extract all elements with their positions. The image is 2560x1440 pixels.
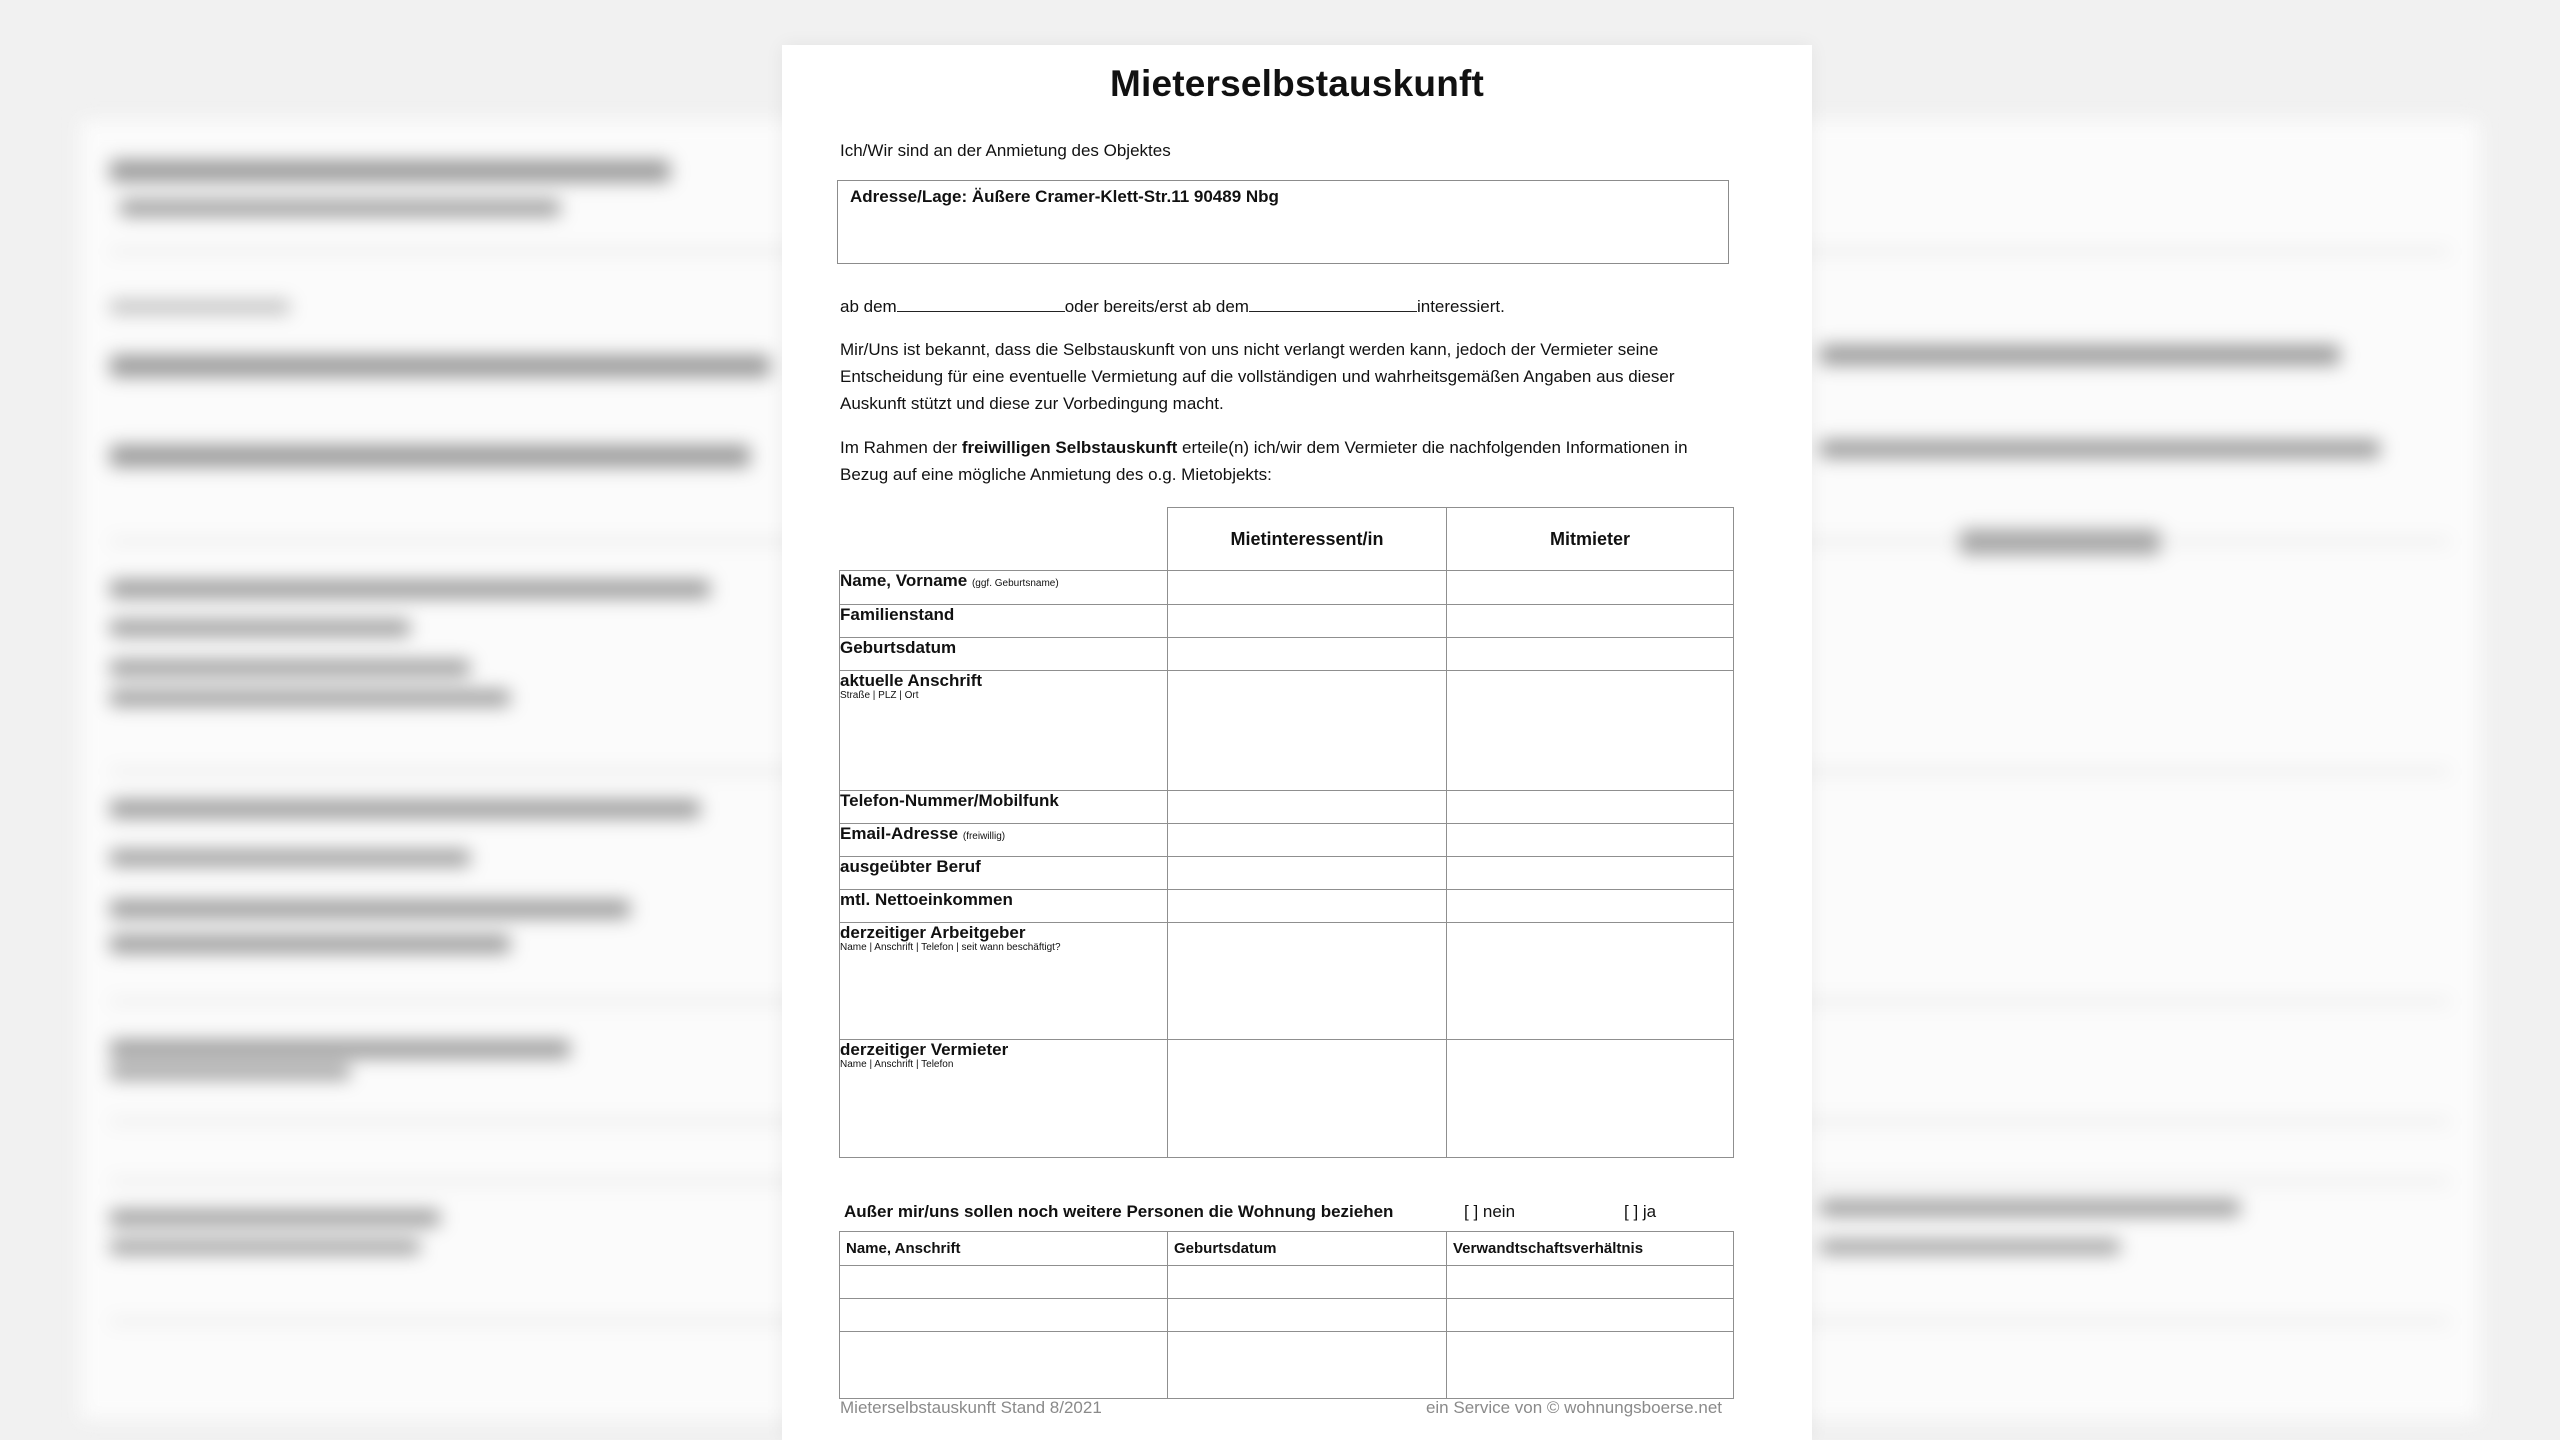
input-cell[interactable] [1168,671,1447,791]
address-box [837,180,1729,264]
applicant-table [839,507,1734,1158]
date-line-part2: oder bereits/erst ab dem [1064,297,1249,316]
input-cell[interactable] [1168,605,1447,638]
input-cell[interactable] [1447,1299,1734,1332]
input-cell[interactable] [840,1266,1168,1299]
row-label-phone: Telefon-Nummer/Mobilfunk [840,791,1168,824]
document-page [782,45,1812,1440]
option-yes-checkbox[interactable]: [ ] ja [1624,1202,1657,1221]
table-row [840,605,1734,638]
input-cell[interactable] [1447,1040,1734,1158]
table-row [840,923,1734,1040]
additional-persons-table [839,1231,1734,1399]
table-row [840,1299,1734,1332]
input-cell[interactable] [1168,890,1447,923]
input-cell[interactable] [1447,605,1734,638]
input-cell[interactable] [1447,791,1734,824]
table-row [840,638,1734,671]
info-paragraph [840,434,1720,488]
table-row [840,571,1734,605]
input-cell[interactable] [1447,824,1734,857]
input-cell[interactable] [1168,791,1447,824]
input-cell[interactable] [1447,857,1734,890]
input-cell[interactable] [1447,923,1734,1040]
row-label-birthdate: Geburtsdatum [840,638,1168,671]
input-cell[interactable] [1447,1332,1734,1399]
input-cell[interactable] [1168,824,1447,857]
column-header-cotenant: Mitmieter [1447,508,1734,571]
disclaimer-paragraph: Mir/Uns ist bekannt, dass die Selbstauskunft von uns nicht verlangt werden kann, jedoch der Vermieter seine Entscheidung für eine eventuelle Vermietung auf die vollständigen und wahrheitsgemäßen Angaben aus dieser Auskunft stützt und diese zur Vorbedingung macht. [840,340,1675,413]
footer-right: ein Service von © wohnungsboerse.net [1425,1398,1722,1417]
info-bold: freiwilligen Selbstauskunft [961,438,1178,457]
input-cell[interactable] [1168,857,1447,890]
input-cell[interactable] [1447,571,1734,605]
date-line-part3: interessiert. [1416,297,1505,316]
additional-persons-question [844,1202,1724,1222]
row-label-name: Name, Vorname (ggf. Geburtsname) [840,571,1168,605]
table-row [840,1332,1734,1399]
input-cell[interactable] [1447,671,1734,791]
intro-text: Ich/Wir sind an der Anmietung des Objektes [840,141,1171,160]
table-corner [840,508,1168,571]
column-header-relationship: Verwandtschaftsverhältnis [1447,1232,1734,1266]
persons-question-text: Außer mir/uns sollen noch weitere Personen die Wohnung beziehen [844,1202,1394,1221]
table-row [840,857,1734,890]
input-cell[interactable] [1168,571,1447,605]
option-no-checkbox[interactable]: [ ] nein [1464,1202,1516,1221]
table-row [840,890,1734,923]
input-cell[interactable] [1168,1332,1447,1399]
table-row [840,824,1734,857]
table-row [840,1266,1734,1299]
date-from-field[interactable] [897,293,1065,312]
date-line [840,293,1720,320]
input-cell[interactable] [1447,890,1734,923]
row-label-landlord: derzeitiger Vermieter Name | Anschrift | Telefon [840,1040,1168,1158]
row-label-address: aktuelle Anschrift Straße | PLZ | Ort [840,671,1168,791]
info-prefix: Im Rahmen der [840,438,962,457]
column-header-name-address: Name, Anschrift [840,1232,1168,1266]
address-text: Adresse/Lage: Äußere Cramer-Klett-Str.11 90489 Nbg [850,187,1279,206]
document-title: Mieterselbstauskunft [1109,63,1485,104]
input-cell[interactable] [840,1332,1168,1399]
row-label-occupation: ausgeübter Beruf [840,857,1168,890]
row-label-email: Email-Adresse (freiwillig) [840,824,1168,857]
footer-left: Mieterselbstauskunft Stand 8/2021 [840,1398,1102,1417]
input-cell[interactable] [1168,923,1447,1040]
column-header-birthdate: Geburtsdatum [1168,1232,1447,1266]
input-cell[interactable] [1168,1040,1447,1158]
row-label-income: mtl. Nettoeinkommen [840,890,1168,923]
input-cell[interactable] [1168,1299,1447,1332]
table-row [840,1040,1734,1158]
column-header-applicant: Mietinteressent/in [1168,508,1447,571]
input-cell[interactable] [840,1299,1168,1332]
row-label-marital-status: Familienstand [840,605,1168,638]
date-line-part1: ab dem [840,297,897,316]
table-row [840,671,1734,791]
info-suffix: erteile(n) ich/wir dem Vermieter die nachfolgenden Informationen in Bezug auf eine mögliche Anmietung des o.g. Mietobjekts: [840,438,1688,484]
input-cell[interactable] [1168,1266,1447,1299]
input-cell[interactable] [1168,638,1447,671]
row-label-employer: derzeitiger Arbeitgeber Name | Anschrift | Telefon | seit wann beschäftigt? [840,923,1168,1040]
date-later-field[interactable] [1249,293,1417,312]
input-cell[interactable] [1447,638,1734,671]
input-cell[interactable] [1447,1266,1734,1299]
table-row [840,791,1734,824]
